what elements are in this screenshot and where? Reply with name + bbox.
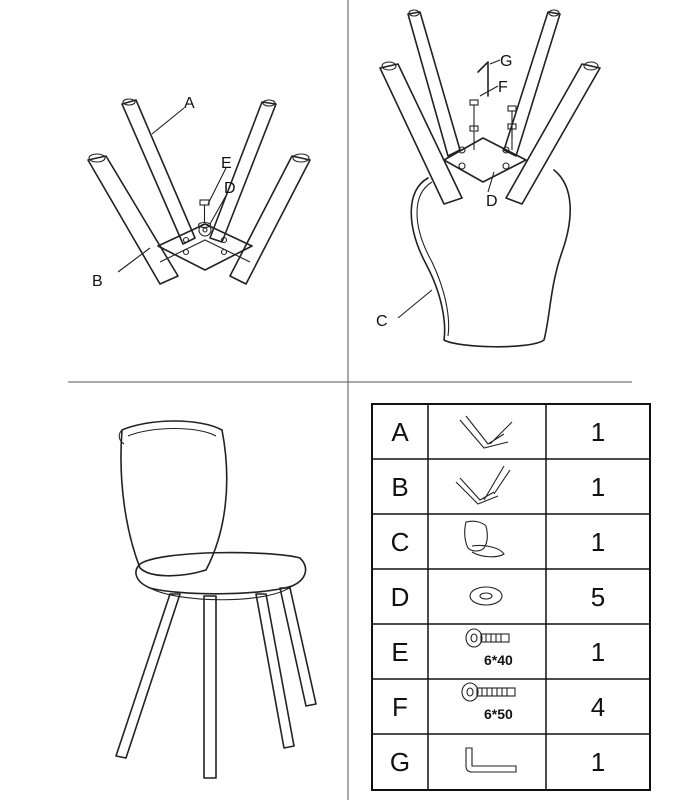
label-g: G — [500, 53, 513, 70]
label-d: D — [224, 180, 236, 197]
label-c: C — [376, 313, 388, 330]
part-letter: E — [391, 637, 409, 667]
part-letter: D — [390, 582, 410, 612]
label-a: A — [184, 95, 195, 112]
part-qty: 4 — [590, 692, 606, 722]
part-qty: 1 — [590, 527, 606, 557]
label-b: B — [92, 273, 103, 290]
part-qty: 1 — [590, 472, 606, 502]
bolt-size: 6*40 — [484, 652, 513, 668]
part-letter: C — [390, 527, 410, 557]
step2-seat-attach — [348, 0, 700, 382]
label-f: F — [498, 79, 508, 96]
bolt-size: 6*50 — [484, 706, 513, 722]
part-letter: B — [391, 472, 409, 502]
bolt-e-drawing — [200, 200, 209, 222]
leg-frame-b — [88, 154, 310, 284]
label-d: D — [486, 193, 498, 210]
assembled-chair-illustration — [0, 382, 348, 800]
part-letter: A — [391, 417, 409, 447]
part-qty: 1 — [590, 747, 606, 777]
step1-leg-assembly — [0, 0, 348, 382]
part-letter: G — [389, 747, 411, 777]
parts-table — [348, 382, 700, 800]
label-e: E — [221, 155, 232, 172]
part-qty: 1 — [590, 637, 606, 667]
allen-key-g-drawing — [478, 62, 488, 96]
part-qty: 1 — [590, 417, 606, 447]
part-letter: F — [392, 692, 408, 722]
part-qty: 5 — [590, 582, 606, 612]
